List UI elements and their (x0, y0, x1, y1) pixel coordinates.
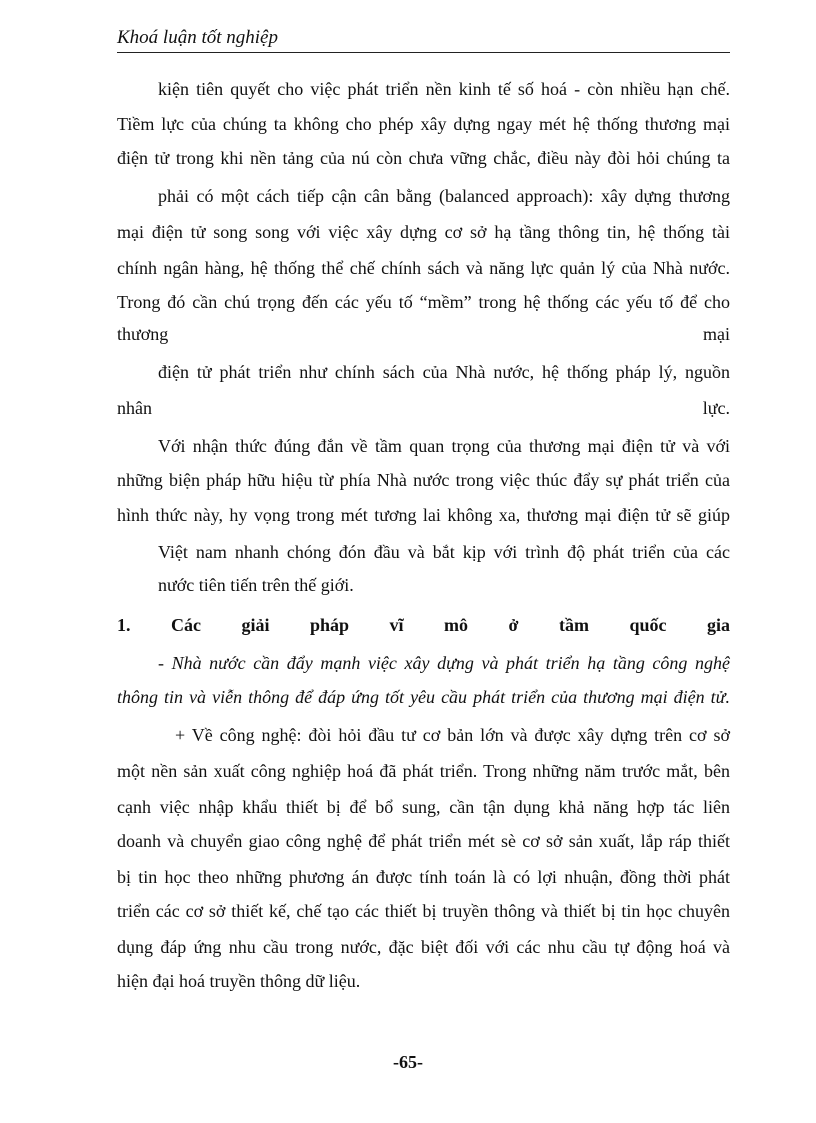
text-line: những biện pháp hữu hiệu từ phía Nhà nước trong việc thúc đẩy sự phát triển của (117, 470, 730, 490)
text-line: Với nhận thức đúng đắn về tầm quan trọng của thương mại điện tử và với (158, 436, 730, 456)
text-line: điện tử trong khi nền tảng của nú còn chưa vững chắc, điều này đòi hỏi chúng ta (117, 148, 730, 168)
text-line: lực. (702, 398, 730, 418)
text-line: Tiềm lực của chúng ta không cho phép xây dựng ngay mét hệ thống thương mại (117, 114, 730, 134)
text-line: kiện tiên quyết cho việc phát triển nền kinh tế số hoá - còn nhiều hạn chế. (158, 79, 730, 99)
text-line: hình thức này, hy vọng trong mét tương lai không xa, thương mại điện tử sẽ giúp (117, 505, 730, 525)
section-heading: 1. Các giải pháp vĩ mô ở tầm quốc gia (117, 615, 730, 635)
text-line: thương (117, 324, 169, 344)
text-line: triển các cơ sở thiết kế, chế tạo các thiết bị truyền thông và thiết bị tin học chuyên (117, 901, 730, 921)
text-line: cạnh việc nhập khẩu thiết bị để bổ sung, cần tận dụng khả năng hợp tác liên (117, 797, 730, 817)
text-line: + Về công nghệ: đòi hỏi đầu tư cơ bản lớn và được xây dựng trên cơ sở (175, 725, 730, 745)
text-line: một nền sản xuất công nghiệp hoá đã phát triển. Trong những năm trước mắt, bên (117, 761, 730, 781)
text-line: nước tiên tiến trên thế giới. (158, 575, 354, 595)
text-line: bị tin học theo những phương án được tính toán là có lợi nhuận, đồng thời phát (117, 867, 730, 887)
text-line: mại (703, 324, 730, 344)
text-line: mại điện tử song song với việc xây dựng cơ sở hạ tầng thông tin, hệ thống tài (117, 222, 730, 242)
text-line: Trong đó cần chú trọng đến các yếu tố “mềm” trong hệ thống các yếu tố để cho (117, 292, 730, 312)
text-line: nhân (117, 398, 152, 418)
text-line: doanh và chuyển giao công nghệ để phát triển mét sè cơ sở sản xuất, lắp ráp thiết (117, 831, 730, 851)
text-line: phải có một cách tiếp cận cân bằng (balanced approach): xây dựng thương (158, 186, 730, 206)
text-line: điện tử phát triển như chính sách của Nhà nước, hệ thống pháp lý, nguồn (158, 362, 730, 382)
text-line: dụng đáp ứng nhu cầu trong nước, đặc biệt đối với các nhu cầu tự động hoá và (117, 937, 730, 957)
page-number: -65- (393, 1052, 423, 1072)
text-line: thông tin và viễn thông để đáp ứng tốt yêu cầu phát triển của thương mại điện tử. (117, 687, 730, 707)
text-line: - Nhà nước cần đẩy mạnh việc xây dựng và phát triển hạ tầng công nghệ (158, 653, 730, 673)
text-line: chính ngân hàng, hệ thống thể chế chính sách và năng lực quản lý của Nhà nước. (117, 258, 730, 278)
text-line: Việt nam nhanh chóng đón đầu và bắt kịp với trình độ phát triển của các (158, 542, 730, 562)
header-rule (117, 52, 730, 53)
page-header-title: Khoá luận tốt nghiệp (117, 27, 278, 48)
text-line: hiện đại hoá truyền thông dữ liệu. (117, 971, 361, 991)
